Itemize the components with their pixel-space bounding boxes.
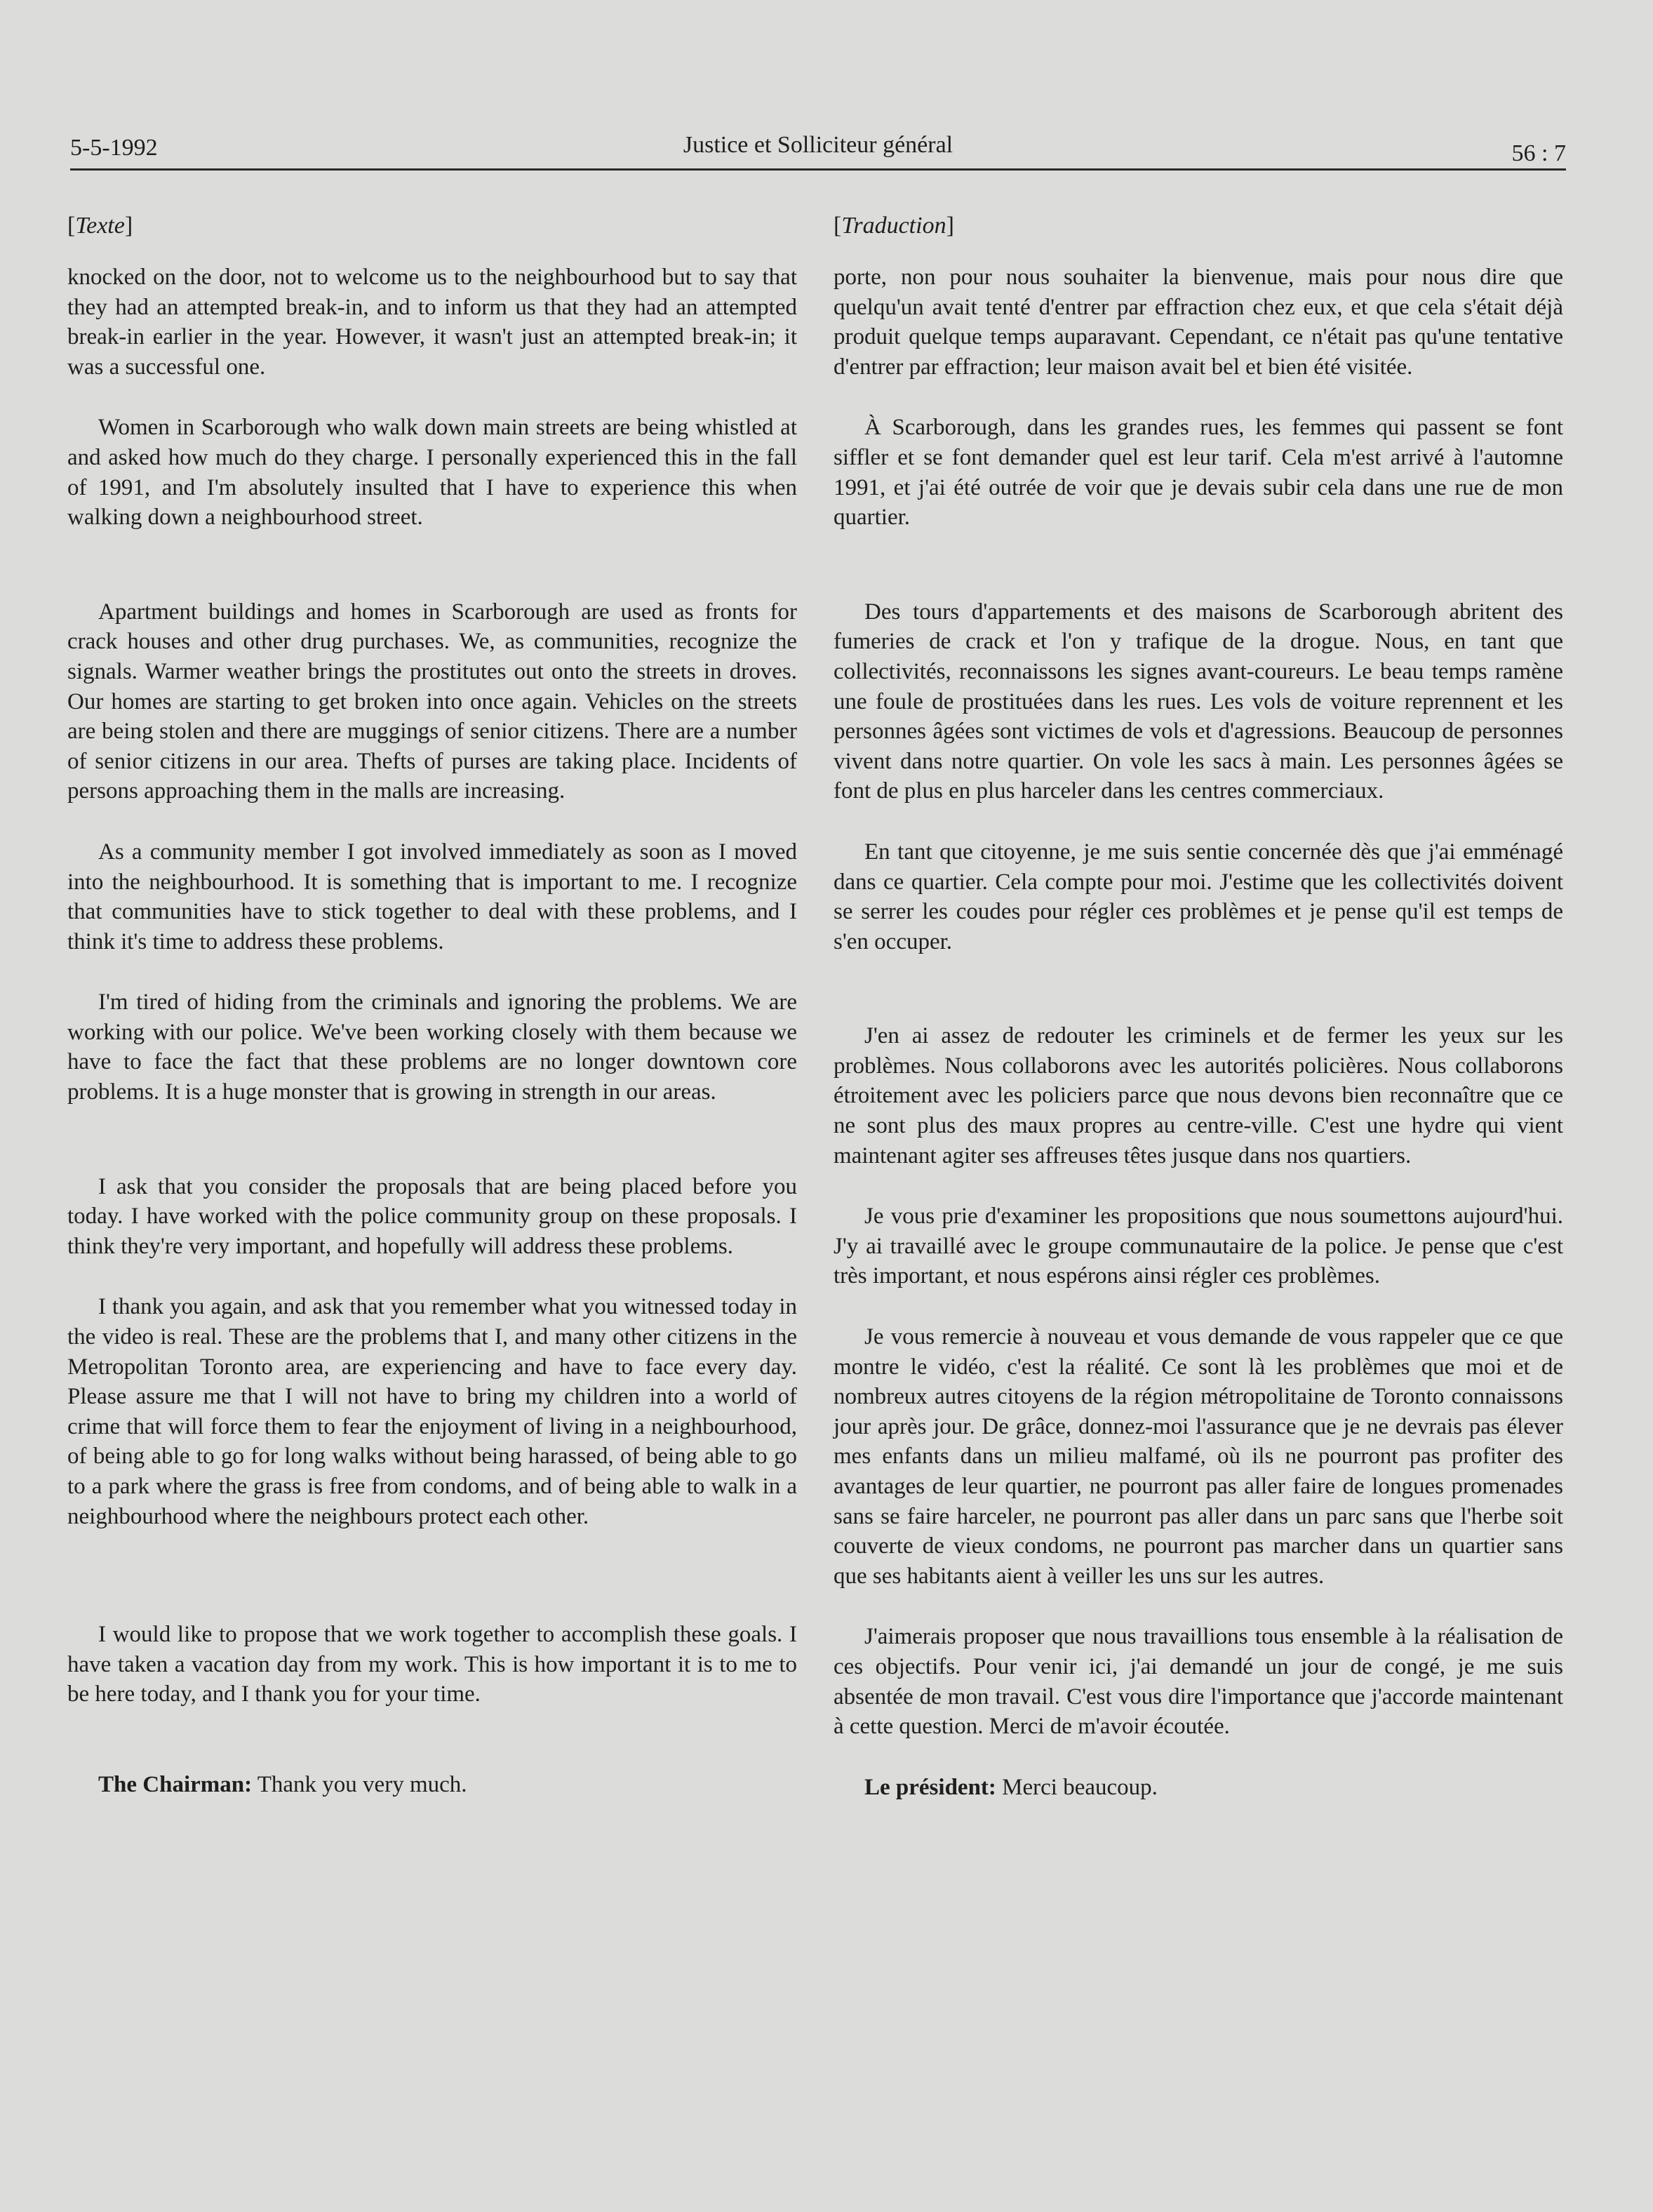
paragraph: Je vous remercie à nouveau et vous demande de vous rappeler que ce que montre le vidéo, c'est la réalité. Ce sont là les problèmes que moi et de nombreux autres citoyens de la région métropolitaine de Toronto connaissons jour après jour. De grâce, donnez-moi l'assurance que je ne devrais pas élever mes enfants dans un milieu malfamé, où ils ne pourront pas profiter des avantages de leur quartier, ne pourront pas aller faire de longues promenades sans se faire harceler, ne pourront pas aller dans un parc sans que l'herbe soit couverte de vieux condoms, ne pourront pas marcher dans un quartier sans que ses habitants aient à veiller les uns sur les autres.	[834, 1324, 1563, 1589]
header-title: Justice et Solliciteur général	[683, 132, 953, 158]
paragraph: En tant que citoyenne, je me suis sentie concernée dès que j'ai emménagé dans ce quartier. Cela compte pour moi. J'estime que les collectivités doivent se serrer les coudes pour régler ces problèmes et je pense qu'il est temps de s'en occuper.	[834, 839, 1563, 954]
page-number: 56 : 7	[1511, 140, 1566, 166]
paragraph: J'en ai assez de redouter les criminels et de fermer les yeux sur les problèmes. Nous collaborons avec les autorités policières. Nous collaborons étroitement avec les policiers parce que nous devons bien reconnaître que ce ne sont plus des maux propres au centre-ville. C'est une hydre qui vient maintenant agiter ses affreuses têtes jusque dans nos quartiers.	[834, 1023, 1563, 1168]
speaker-name: The Chairman:	[98, 1771, 253, 1797]
paragraph: As a community member I got involved immediately as soon as I moved into the neighbourhood. It is something that is important to me. I recognize that communities have to stick together to deal with these problems, and I think it's time to address these problems.	[67, 839, 797, 954]
speaker-name: Le président:	[864, 1774, 996, 1800]
paragraph: Women in Scarborough who walk down main streets are being whistled at and asked how much do they charge. I personally experienced this in the fall of 1991, and I'm absolutely insulted that I have to experience this when walking down a neighbourhood street.	[67, 415, 797, 531]
paragraph: Apartment buildings and homes in Scarborough are used as fronts for crack houses and other drug purchases. We, as communities, recognize the signals. Warmer weather brings the prostitutes out onto the streets in droves. Our homes are starting to get broken into once again. Vehicles on the streets are being stolen and there are muggings of senior citizens. There are a number of senior citizens in our area. Thefts of purses are taking place. Incidents of persons approaching them in the malls are increasing.	[67, 599, 797, 804]
column-label-french: [Traduction]	[834, 213, 954, 239]
page-header	[70, 125, 1566, 171]
english-column	[67, 211, 797, 1800]
closing-remark	[834, 1773, 1563, 1803]
paragraph: Des tours d'appartements et des maisons de Scarborough abritent des fumeries de crack et l'on y trafique de la drogue. Nous, en tant que collectivités, reconnaissons les signes avant-coureurs. Le beau temps ramène une foule de prostituées dans les rues. Les vols de voiture reprennent et les personnes âgées sont victimes de vols et d'agressions. Beaucoup de personnes vivent dans notre quartier. On vole les sacs à main. Les personnes âgées se font de plus en plus harceler dans les centres commerciaux.	[834, 599, 1563, 804]
paragraph: I would like to propose that we work together to accomplish these goals. I have taken a vacation day from my work. This is how important it is to me to be here today, and I thank you for your time.	[67, 1622, 797, 1707]
column-label-english: [Texte]	[67, 213, 133, 239]
speaker-text: Thank you very much.	[257, 1771, 467, 1797]
paragraph: porte, non pour nous souhaiter la bienvenue, mais pour nous dire que quelqu'un avait tenté d'entrer par effraction chez eux, et que cela s'était déjà produit quelque temps auparavant. Cependant, ce n'était pas qu'une tentative d'entrer par effraction; leur maison avait bel et bien été visitée.	[834, 265, 1563, 380]
header-date: 5-5-1992	[70, 135, 158, 161]
closing-remark	[67, 1770, 797, 1800]
french-column	[834, 211, 1563, 1802]
paragraph: knocked on the door, not to welcome us to the neighbourhood but to say that they had an attempted break-in, and to inform us that they had an attempted break-in earlier in the year. However, it wasn't just an attempted break-in; it was a successful one.	[67, 265, 797, 380]
speaker-text: Merci beaucoup.	[1002, 1774, 1158, 1800]
paragraph: J'aimerais proposer que nous travaillions tous ensemble à la réalisation de ces objectifs. Pour venir ici, j'ai demandé un jour de congé, je me suis absentée de mon travail. C'est vous dire l'importance que j'accorde maintenant à cette question. Merci de m'avoir écoutée.	[834, 1624, 1563, 1740]
paragraph: Je vous prie d'examiner les propositions que nous soumettons aujourd'hui. J'y ai travaillé avec le groupe communautaire de la police. Je pense que c'est très important, et nous espérons ainsi régler ces problèmes.	[834, 1204, 1563, 1289]
paragraph: I thank you again, and ask that you remember what you witnessed today in the video is real. These are the problems that I, and many other citizens in the Metropolitan Toronto area, are experiencing and have to face every day. Please assure me that I will not have to bring my children into a world of crime that will force them to fear the enjoyment of living in a neighbourhood, of being able to go for long walks without being harassed, of being able to go to a park where the grass is free from condoms, and of being able to walk in a neighbourhood where the neighbours protect each other.	[67, 1294, 797, 1529]
paragraph: I ask that you consider the proposals that are being placed before you today. I have worked with the police community group on these proposals. I think they're very important, and hopefully will address these problems.	[67, 1173, 797, 1259]
paragraph: À Scarborough, dans les grandes rues, les femmes qui passent se font siffler et se font demander quel est leur tarif. Cela m'est arrivé à l'automne 1991, et j'ai été outrée de voir que je devais subir cela dans une rue de mon quartier.	[834, 415, 1563, 531]
paragraph: I'm tired of hiding from the criminals and ignoring the problems. We are working with our police. We've been working closely with them because we have to face the fact that these problems are no longer downtown core problems. It is a huge monster that is growing in strength in our areas.	[67, 990, 797, 1105]
